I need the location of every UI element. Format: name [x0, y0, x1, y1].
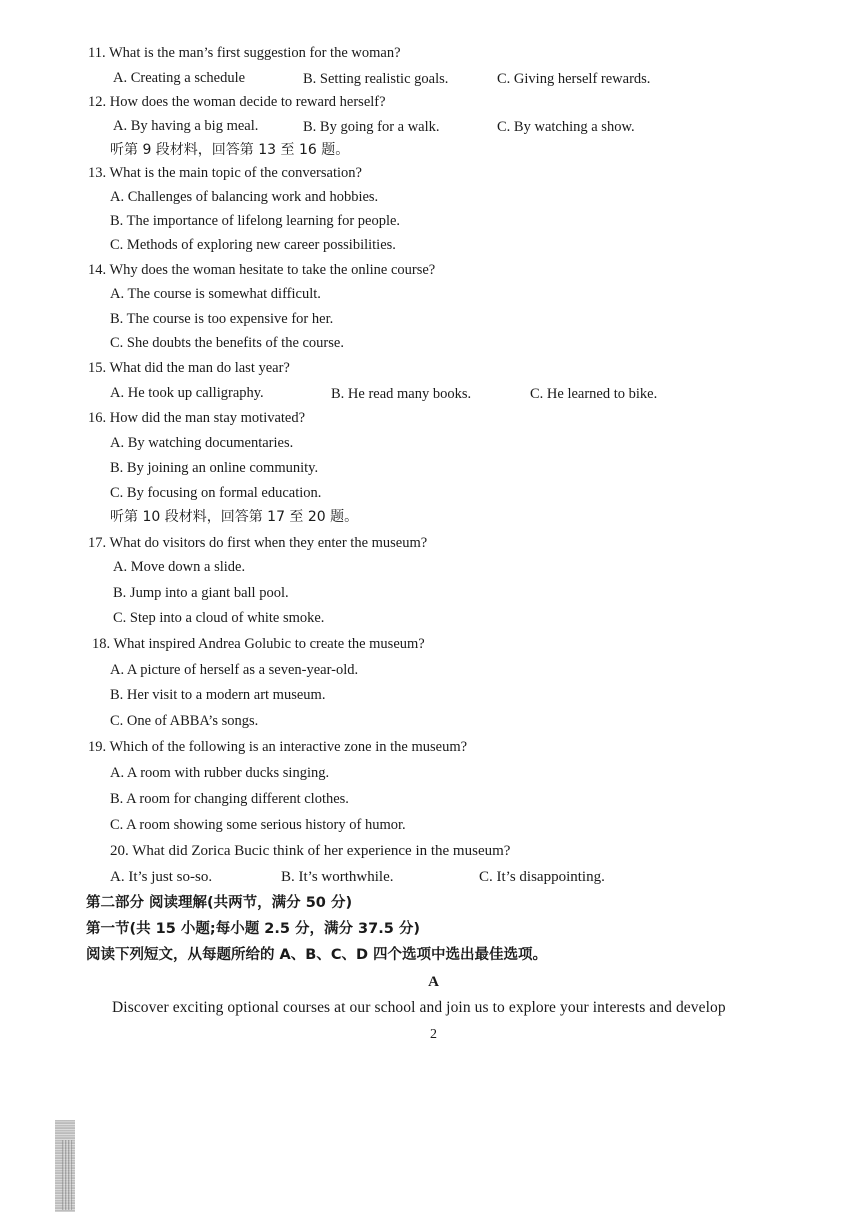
- q18-option-c: C. One of ABBA’s songs.: [110, 713, 259, 729]
- question-12: 12. How does the woman decide to reward herself?: [88, 94, 386, 110]
- question-13: 13. What is the main topic of the conversation?: [88, 165, 362, 181]
- q19-option-b: B. A room for changing different clothes.: [110, 791, 349, 807]
- q13-option-c: C. Methods of exploring new career possibilities.: [110, 237, 396, 253]
- q20-option-a: A. It’s just so-so.: [110, 869, 213, 885]
- q16-option-c: C. By focusing on formal education.: [110, 485, 322, 501]
- question-15: 15. What did the man do last year?: [88, 360, 290, 376]
- question-11: 11. What is the man’s first suggestion for the woman?: [88, 45, 401, 61]
- q15-option-b: B. He read many books.: [331, 386, 472, 402]
- q19-option-a: A. A room with rubber ducks singing.: [110, 765, 330, 781]
- q18-option-b: B. Her visit to a modern art museum.: [110, 687, 326, 703]
- passage-letter: A: [428, 974, 439, 990]
- q14-option-b: B. The course is too expensive for her.: [110, 311, 334, 327]
- q18-option-a: A. A picture of herself as a seven-year-old.: [110, 662, 359, 678]
- q16-option-b: B. By joining an online community.: [110, 460, 319, 476]
- q12-option-c: C. By watching a show.: [497, 119, 635, 135]
- q12-option-b: B. By going for a walk.: [303, 119, 440, 135]
- q17-option-b: B. Jump into a giant ball pool.: [113, 585, 289, 601]
- q13-option-b: B. The importance of lifelong learning for people.: [110, 213, 401, 229]
- question-19: 19. Which of the following is an interactive zone in the museum?: [88, 739, 468, 755]
- page-number: 2: [430, 1027, 437, 1042]
- q11-option-c: C. Giving herself rewards.: [497, 71, 651, 87]
- q20-option-b: B. It’s worthwhile.: [281, 869, 394, 885]
- q15-option-a: A. He took up calligraphy.: [110, 385, 264, 401]
- question-18: 18. What inspired Andrea Golubic to create the museum?: [92, 636, 425, 652]
- q15-option-c: C. He learned to bike.: [530, 386, 658, 402]
- question-16: 16. How did the man stay motivated?: [88, 410, 306, 426]
- question-17: 17. What do visitors do first when they enter the museum?: [88, 535, 428, 551]
- question-14: 14. Why does the woman hesitate to take the online course?: [88, 262, 436, 278]
- q12-option-a: A. By having a big meal.: [113, 118, 259, 134]
- part-2-section-1-heading: 第一节(共 15 小题;每小题 2.5 分，满分 37.5 分): [86, 921, 420, 937]
- q11-option-b: B. Setting realistic goals.: [303, 71, 449, 87]
- passage-a-first-line: Discover exciting optional courses at our school and join us to explore your interests and develop: [112, 999, 726, 1016]
- q16-option-a: A. By watching documentaries.: [110, 435, 294, 451]
- q13-option-a: A. Challenges of balancing work and hobbies.: [110, 189, 379, 205]
- part-2-heading: 第二部分 阅读理解(共两节，满分 50 分): [86, 895, 353, 911]
- section-10-instruction: 听第 10 段材料，回答第 17 至 20 题。: [110, 509, 359, 525]
- q17-option-a: A. Move down a slide.: [113, 559, 246, 575]
- q19-option-c: C. A room showing some serious history of humor.: [110, 817, 406, 833]
- question-20: 20. What did Zorica Bucic think of her experience in the museum?: [110, 843, 511, 859]
- q14-option-a: A. The course is somewhat difficult.: [110, 286, 321, 302]
- q17-option-c: C. Step into a cloud of white smoke.: [113, 610, 325, 626]
- section-9-instruction: 听第 9 段材料，回答第 13 至 16 题。: [110, 142, 350, 158]
- q11-option-a: A. Creating a schedule: [113, 70, 246, 86]
- part-2-instruction: 阅读下列短文，从每题所给的 A、B、C、D 四个选项中选出最佳选项。: [86, 947, 548, 963]
- scan-artifact-detail: [62, 1140, 72, 1210]
- q20-option-c: C. It’s disappointing.: [479, 869, 605, 885]
- q14-option-c: C. She doubts the benefits of the course.: [110, 335, 344, 351]
